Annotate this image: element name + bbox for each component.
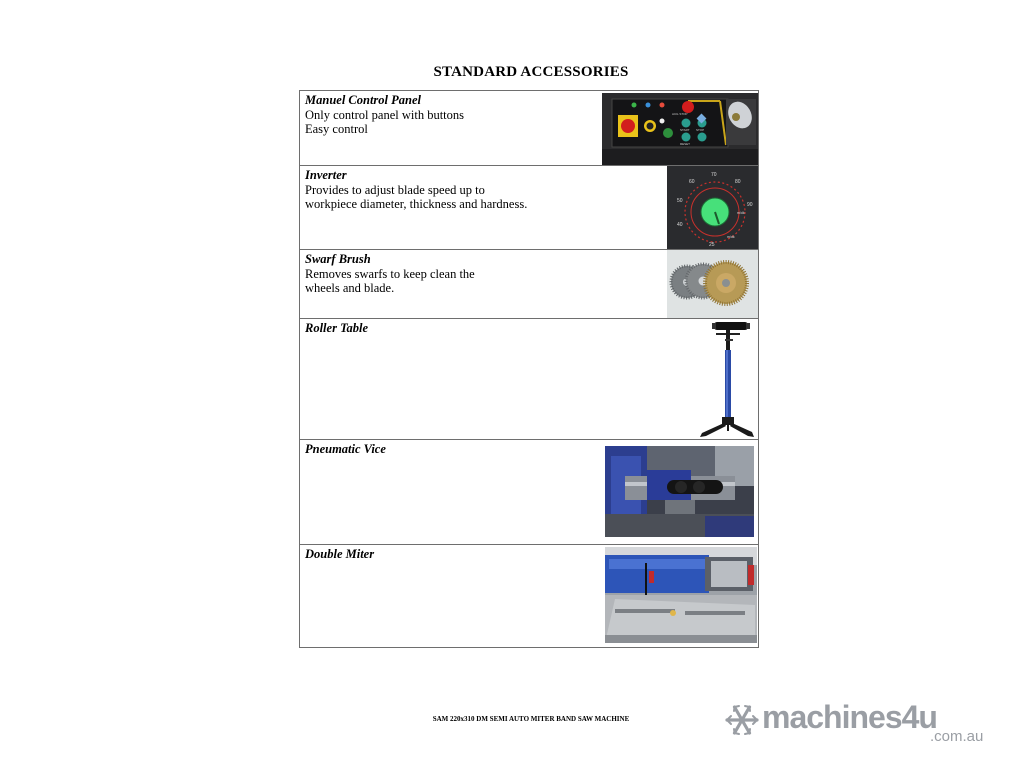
accessory-name: Swarf Brush bbox=[305, 252, 371, 266]
accessory-text bbox=[305, 252, 475, 296]
logo-domain: .com.au bbox=[930, 728, 984, 744]
accessory-name: Double Miter bbox=[305, 547, 375, 561]
accessory-row-swarf-brush bbox=[300, 250, 758, 319]
control-panel-photo bbox=[602, 93, 758, 165]
dial-unit: m/dk bbox=[737, 211, 745, 215]
dial-tick: 90 bbox=[747, 202, 753, 208]
double-miter-photo bbox=[605, 547, 757, 643]
inverter-dial-photo bbox=[667, 166, 758, 250]
panel-label: RESET bbox=[680, 142, 691, 146]
logo-text: machines4u bbox=[762, 699, 937, 735]
snowflake-icon bbox=[727, 706, 757, 734]
machines4u-logo bbox=[722, 698, 992, 744]
panel-label: START bbox=[680, 128, 690, 132]
dial-tick: 70 bbox=[711, 172, 717, 178]
roller-stand-photo bbox=[696, 319, 758, 440]
swarf-brush-photo bbox=[667, 250, 758, 318]
accessory-text bbox=[305, 442, 386, 457]
dial-tick: 50 bbox=[677, 198, 683, 204]
dial-unit: m/dk bbox=[727, 235, 735, 239]
accessory-description-line: wheels and blade. bbox=[305, 281, 395, 296]
dial-tick: 80 bbox=[735, 179, 741, 185]
pneumatic-vice-photo bbox=[605, 446, 754, 537]
accessory-text bbox=[305, 168, 527, 212]
accessory-row-roller-table bbox=[300, 319, 758, 440]
accessory-name: Roller Table bbox=[305, 321, 369, 335]
page-footer: SAM 220x310 DM SEMI AUTO MITER BAND SAW MACHINE bbox=[432, 715, 630, 723]
accessory-description-line: Easy control bbox=[305, 122, 368, 137]
accessory-description-line: workpiece diameter, thickness and hardness. bbox=[305, 197, 528, 212]
page-title: STANDARD ACCESSORIES bbox=[433, 64, 629, 80]
accessory-row-control-panel bbox=[300, 91, 758, 166]
dial-tick: 60 bbox=[689, 179, 695, 185]
panel-label: STOP bbox=[696, 128, 705, 132]
accessory-row-inverter bbox=[300, 166, 758, 250]
accessory-description-line: Removes swarfs to keep clean the bbox=[305, 266, 475, 281]
dial-tick: 40 bbox=[677, 222, 683, 228]
accessory-name: Manuel Control Panel bbox=[305, 93, 421, 107]
accessory-text bbox=[305, 321, 368, 336]
accessory-description-line: Provides to adjust blade speed up to bbox=[305, 182, 485, 197]
accessory-name: Pneumatic Vice bbox=[305, 442, 386, 456]
accessory-name: Inverter bbox=[305, 168, 347, 182]
accessories-table bbox=[299, 90, 759, 648]
accessory-text bbox=[305, 547, 374, 562]
accessory-description-line: Only control panel with buttons bbox=[305, 107, 465, 122]
accessory-row-pneumatic-vice bbox=[300, 440, 758, 545]
accessory-text bbox=[305, 93, 464, 137]
accessory-row-double-miter bbox=[300, 545, 758, 647]
dial-tick: 25 bbox=[709, 242, 715, 248]
panel-label: ACIL STOP bbox=[672, 112, 688, 116]
